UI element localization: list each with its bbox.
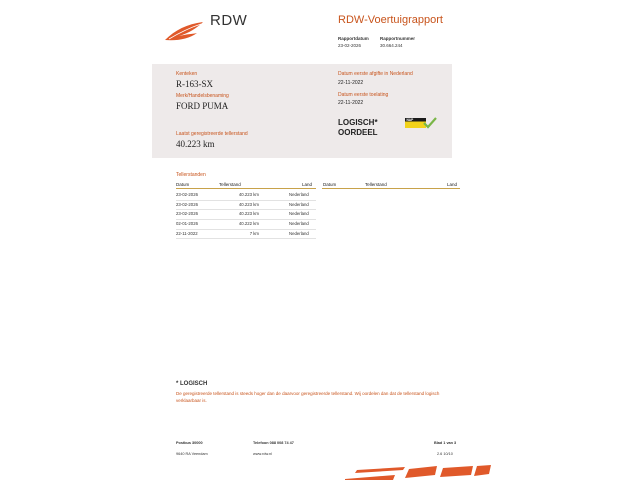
row-land: Nederland bbox=[289, 221, 309, 227]
col-header-land: Land bbox=[302, 182, 313, 187]
row-datum: 23-02-2026 bbox=[176, 211, 198, 217]
oordeel-badge bbox=[338, 118, 378, 138]
rapportdatum-value: 23-02-2026 bbox=[338, 43, 362, 48]
footer-postcode: 9640 RA Veendam bbox=[176, 452, 208, 456]
footer-telefoon: Telefoon 088 008 74 47 bbox=[253, 441, 294, 445]
document-title: RDW-Voertuigrapport bbox=[338, 14, 443, 26]
row-tellerstand: 40.223 km bbox=[238, 201, 259, 207]
row-tellerstand: 40.222 km bbox=[238, 221, 259, 227]
table-row-divider bbox=[176, 209, 316, 210]
row-tellerstand: 40.223 km bbox=[238, 192, 259, 197]
row-datum: 22-11-2022 bbox=[176, 230, 198, 236]
row-land: Nederland bbox=[289, 201, 309, 207]
table-header-rule-2 bbox=[322, 188, 460, 189]
table-row-divider bbox=[176, 219, 316, 220]
row-tellerstand: 40.223 km bbox=[238, 211, 259, 217]
footer-postbus: Postbus 30000 bbox=[176, 441, 203, 445]
laatste-tellerstand-label: Laatst geregistreerde tellerstand bbox=[176, 131, 248, 137]
kenteken-value: R-163-SX bbox=[176, 79, 214, 89]
footer-code: 2.6 10/10 bbox=[437, 452, 453, 456]
merk-value: FORD PUMA bbox=[176, 101, 229, 111]
col-header-tellerstand: Tellerstand bbox=[219, 182, 241, 187]
col-header-datum: Datum bbox=[176, 182, 190, 187]
footer-blad: Blad 1 van 3 bbox=[434, 441, 457, 445]
row-datum: 23-02-2026 bbox=[176, 201, 198, 207]
kenteken-label: Kenteken bbox=[176, 71, 198, 77]
oordeel-line-1: LOGISCH* bbox=[338, 118, 378, 127]
table-row-divider bbox=[176, 229, 316, 230]
oordeel-line-2: OORDEEL bbox=[338, 128, 378, 137]
row-land: Nederland bbox=[289, 192, 309, 197]
col-header-tellerstand-2: Tellerstand bbox=[365, 182, 387, 187]
col-header-land-2: Land bbox=[447, 182, 458, 187]
table-header-rule bbox=[176, 188, 316, 189]
rdw-logo-icon bbox=[163, 20, 205, 42]
rdw-logo-text: RDW bbox=[210, 12, 248, 29]
nap-check-icon bbox=[405, 117, 437, 129]
rapportdatum-label: Rapportdatum bbox=[338, 36, 369, 41]
toelating-label: Datum eerste toelating bbox=[338, 92, 389, 98]
row-datum: 02-01-2026 bbox=[176, 221, 198, 227]
rapportnummer-label: Rapportnummer bbox=[380, 36, 416, 41]
laatste-tellerstand-value: 40.223 km bbox=[176, 139, 215, 149]
footnote-text: De geregistreerde tellerstand is steeds hoger dan de daarvoor geregistreerde tellerstand. Wij oordelen dan dat de tellerstand logisch verklaarbaar is. bbox=[176, 391, 440, 403]
table-row-divider bbox=[176, 200, 316, 201]
row-land: Nederland bbox=[289, 230, 309, 236]
toelating-value: 22-11-2022 bbox=[338, 100, 364, 106]
col-header-datum-2: Datum bbox=[323, 182, 337, 187]
footer-website: www.rdw.nl bbox=[253, 452, 272, 456]
nap-logo-text: NAP bbox=[406, 118, 414, 122]
table-row-divider bbox=[176, 238, 316, 239]
tellerstanden-title: Tellerstanden bbox=[176, 172, 206, 178]
rapportnummer-value: 30.664.244 bbox=[380, 43, 403, 48]
afgifte-value: 22-11-2022 bbox=[338, 80, 364, 86]
row-land: Nederland bbox=[289, 211, 309, 217]
afgifte-label: Datum eerste afgifte in Nederland bbox=[338, 71, 413, 77]
row-tellerstand: 7 km bbox=[249, 230, 259, 236]
row-datum: 23-02-2026 bbox=[176, 192, 198, 197]
merk-label: Merk/Handelsbenaming bbox=[176, 93, 229, 99]
footnote-title: * LOGISCH bbox=[176, 381, 208, 387]
decorative-stripes bbox=[345, 465, 493, 480]
